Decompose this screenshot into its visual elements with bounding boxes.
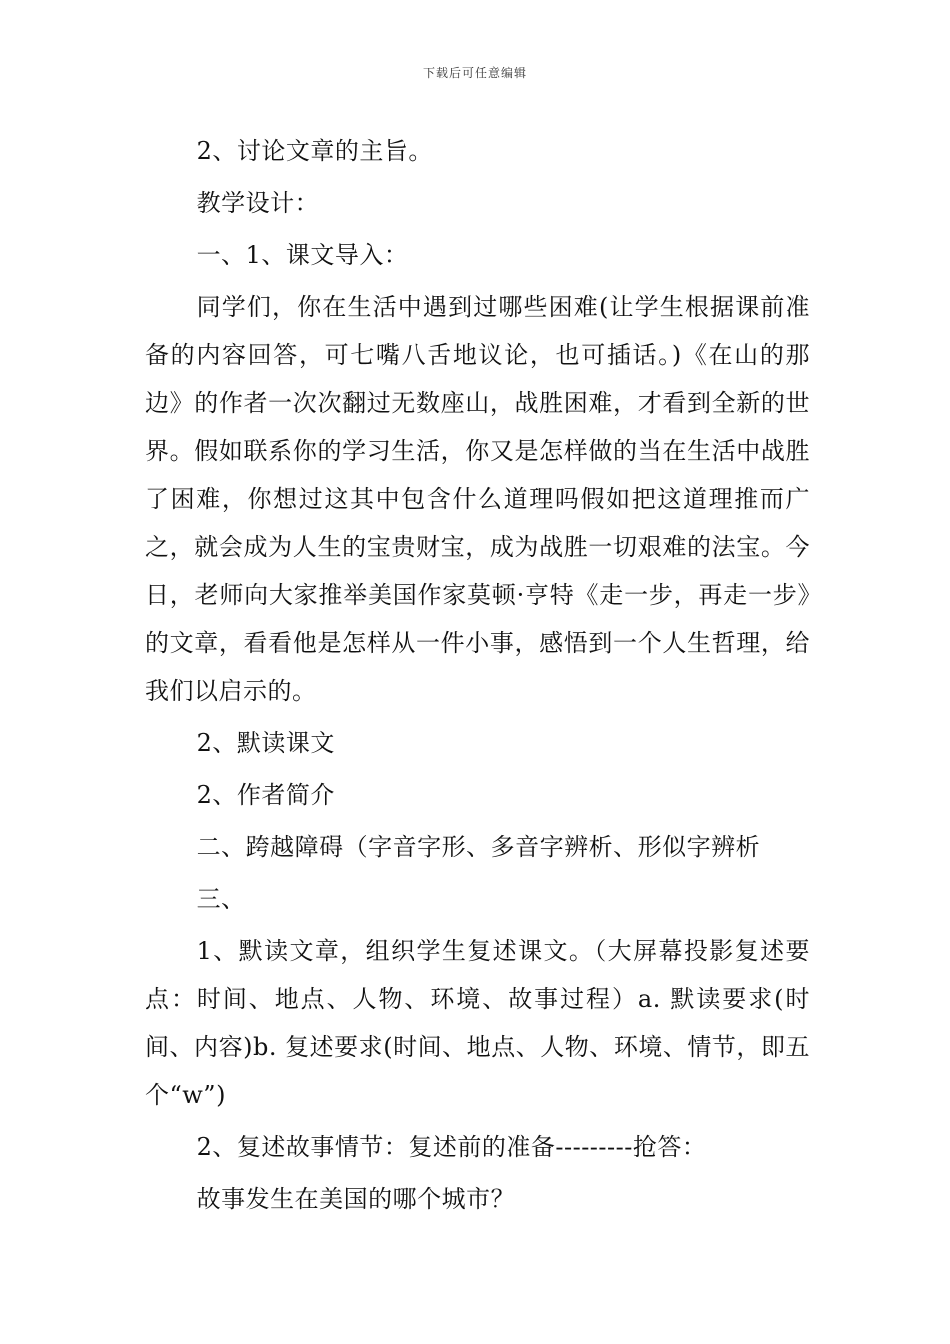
- paragraph-section-three: 三、: [196, 885, 246, 913]
- paragraph-silent-reading: 2、默读课文: [196, 729, 335, 757]
- paragraph-lesson-intro: 同学们，你在生活中遇到过哪些困难(让学生根据课前准备的内容回答，可七嘴八舌地议论，也可插话。)《在山的那边》的作者一次次翻过无数座山，战胜困难，才看到全新的世界。假如联系你的学习生活，你又是怎样做的当在生活中战胜了困难，你想过这其中包含什么道理吗假如把这道理推而广之，就会成为人生的宝贵财宝，成为战胜一切艰难的法宝。今日，老师向大家推举美国作家莫顿·亨特《走一步，再走一步》的文章，看看他是怎样从一件小事，感悟到一个人生哲理，给我们以启示的。: [145, 293, 810, 705]
- paragraph-retell-text: 1、默读文章，组织学生复述课文。（大屏幕投影复述要点：时间、地点、人物、环境、故事过程）a. 默读要求(时间、内容)b. 复述要求(时间、地点、人物、环境、情节，即五个“w”): [145, 937, 810, 1109]
- paragraph-retell-plot: 2、复述故事情节：复述前的准备---------抢答：: [196, 1133, 707, 1161]
- paragraph-overcome-obstacles: 二、跨越障碍（字音字形、多音字辨析、形似字辨析: [196, 833, 761, 861]
- paragraph-teaching-design: 教学设计：: [196, 189, 320, 217]
- paragraph-author-intro: 2、作者简介: [196, 781, 335, 809]
- paragraph-lesson-intro-heading: 一、1、课文导入：: [196, 241, 409, 269]
- paragraph-question-city: 故事发生在美国的哪个城市？: [196, 1185, 516, 1213]
- paragraph-discuss-theme: 2、讨论文章的主旨。: [196, 137, 433, 165]
- page-header: 下载后可任意编辑: [422, 66, 527, 80]
- document-body: [145, 127, 810, 1227]
